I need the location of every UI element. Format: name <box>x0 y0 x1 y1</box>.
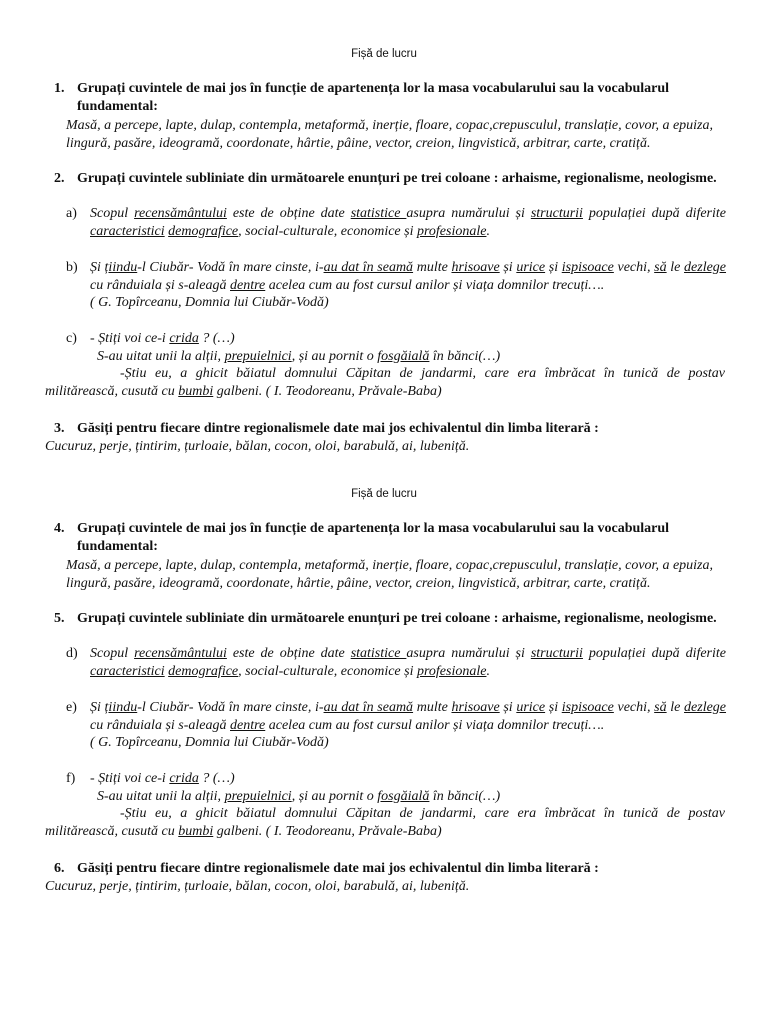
sentence-b <box>66 259 726 312</box>
word-list: Masă, a percepe, lapte, dulap, contempla, metaformă, inerție, floare, copac,crepusculul, translație, covor, a epuiza, lingură, pasăre, ideogramă, coordonate, hârtie, pâine, vector, creion, lingvistică, arbitrar, carte, cratiță. <box>66 118 713 151</box>
item-label: b) <box>66 260 78 275</box>
question-1 <box>54 80 734 116</box>
sentence-e <box>66 699 726 752</box>
question-number: 1. <box>54 81 65 96</box>
question-text: Găsiți pentru fiecare dintre regionalismele date mai jos echivalentul din limba literară : <box>77 861 599 876</box>
question-number: 6. <box>54 861 65 876</box>
question-6 <box>54 860 734 878</box>
question-number: 3. <box>54 421 65 436</box>
item-label: d) <box>66 646 78 661</box>
item-label: a) <box>66 206 77 221</box>
question-2 <box>54 170 734 188</box>
question-number: 4. <box>54 521 65 536</box>
sentence-text: Scopul recensământului este de obține date statistice asupra numărului și structurii populației după diferite caracteristici demografice, social-culturale, economice și profesionale. <box>90 206 726 239</box>
word-list: Masă, a percepe, lapte, dulap, contempla, metaformă, inerție, floare, copac,crepusculul, translație, covor, a epuiza, lingură, pasăre, ideogramă, coordonate, hârtie, pâine, vector, creion, lingvistică, arbitrar, carte, cratiță. <box>66 558 713 591</box>
worksheet-title: Fișă de lucru <box>351 48 417 60</box>
question-number: 5. <box>54 611 65 626</box>
worksheet-title: Fișă de lucru <box>351 488 417 500</box>
sentence-f: - Știți voi ce-i crida ? (…) S-au uitat unii la alții, prepuielnici, și au pornit o fosgăială în bănci(…) -Știu eu, a ghicit băiatul domnului Căpitan de jandarmi, care era îmbrăcat în tunică de postav militărească, cusută cu bumbi galbeni. ( I. Teodoreanu, Prăvale-Baba) <box>45 771 725 839</box>
question-3 <box>54 420 734 438</box>
citation: ( G. Topîrceanu, Domnia lui Ciubăr-Vodă) <box>90 295 329 310</box>
item-label: e) <box>66 700 77 715</box>
regionalism-list: Cucuruz, perje, țintirim, țurloaie, bălan, cocon, oloi, barabulă, ai, lubeniță. <box>45 439 470 454</box>
item-label: f) <box>66 771 76 786</box>
sentence-text: Și țiindu-l Ciubăr- Vodă în mare cinste, i-au dat în seamă multe hrisoave și urice și ispisoace vechi, să le dezlege cu rânduiala și s-aleagă dentre acelea cum au fost cursul anilor și viața domnilor trecuți…. ( G. Topîrceanu, Domnia lui Ciubăr-Vodă) <box>90 700 727 750</box>
sentence-text: Și țiindu-l Ciubăr- Vodă în mare cinste, i-au dat în seamă multe hrisoave și urice și ispisoace vechi, să le dezlege cu rânduiala și s-aleagă dentre acelea cum au fost cursul anilor și viața domnilor trecuți…. ( G. Topîrceanu, Domnia lui Ciubăr-Vodă) <box>90 260 727 310</box>
question-text: Găsiți pentru fiecare dintre regionalismele date mai jos echivalentul din limba literară : <box>77 421 599 436</box>
question-text: Grupați cuvintele de mai jos în funcție de apartenența lor la masa vocabularului sau la vocabularul fundamental: <box>77 81 670 114</box>
sentence-a <box>66 205 726 240</box>
question-text: Grupați cuvintele de mai jos în funcție de apartenența lor la masa vocabularului sau la vocabularul fundamental: <box>77 521 670 554</box>
question-5 <box>54 610 734 628</box>
question-text: Grupați cuvintele subliniate din următoarele enunțuri pe trei coloane : arhaisme, regionalisme, neologisme. <box>77 171 717 186</box>
question-4 <box>54 520 734 556</box>
sentence-d <box>66 645 726 680</box>
regionalism-list: Cucuruz, perje, țintirim, țurloaie, bălan, cocon, oloi, barabulă, ai, lubeniță. <box>45 879 470 894</box>
citation: ( G. Topîrceanu, Domnia lui Ciubăr-Vodă) <box>90 735 329 750</box>
question-number: 2. <box>54 171 65 186</box>
sentence-text: Scopul recensământului este de obține date statistice asupra numărului și structurii populației după diferite caracteristici demografice, social-culturale, economice și profesionale. <box>90 646 726 679</box>
question-text: Grupați cuvintele subliniate din următoarele enunțuri pe trei coloane : arhaisme, regionalisme, neologisme. <box>77 611 717 626</box>
sentence-c: - Știți voi ce-i crida ? (…) S-au uitat unii la alții, prepuielnici, și au pornit o fosgăială în bănci(…) -Știu eu, a ghicit băiatul domnului Căpitan de jandarmi, care era îmbrăcat în tunică de postav militărească, cusută cu bumbi galbeni. ( I. Teodoreanu, Prăvale-Baba) <box>45 331 725 399</box>
item-label: c) <box>66 331 77 346</box>
